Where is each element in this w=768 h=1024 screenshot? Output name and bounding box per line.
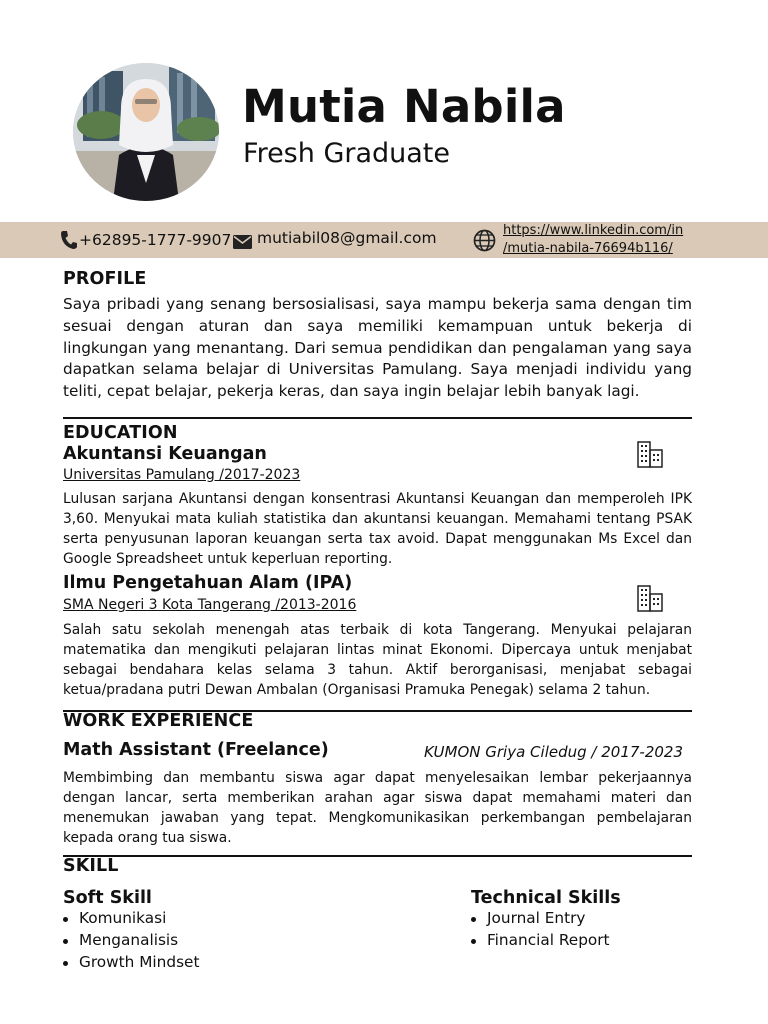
list-item: Journal Entry [471, 907, 610, 929]
linkedin-link-line2[interactable]: /mutia-nabila-76694b116/ [503, 241, 673, 256]
profile-photo [73, 63, 219, 201]
email-address[interactable]: mutiabil08@gmail.com [257, 229, 437, 247]
education-2-description: Salah satu sekolah menengah atas terbaik di kota Tangerang. Menyukai pelajaran matematika dan mengikuti pelajaran lintas minat Ekonomi. Dipercaya untuk menjabat sebagai bendahara kelas selama 3 tahun. Aktif berorganisasi, menjabat sebagai ketua/pradana putri Dewan Ambalan (Organisasi Pramuka Penegak) selama 2 tahun. [63, 622, 692, 698]
list-item: Financial Report [471, 929, 610, 951]
profile-summary: Saya pribadi yang senang bersosialisasi, saya mampu bekerja sama dengan tim sesuai dengan aturan dan saya memiliki kemampuan untuk bekerja di lingkungan yang menantang. Dari semua pendidikan dan pengalaman yang saya dapatkan selama belajar di Universitas Pamulang. Saya menjadi individu yang teliti, cepat belajar, pekerja keras, dan saya ingin belajar lebih banyak lagi. [63, 295, 692, 401]
list-item: Growth Mindset [63, 951, 199, 973]
candidate-role: Fresh Graduate [243, 138, 451, 169]
phone-icon [60, 230, 78, 254]
education-1-description: Lulusan sarjana Akuntansi dengan konsentrasi Akuntansi Keuangan dan memperoleh IPK 3,60. Menyukai mata kuliah statistika dan akuntansi keuangan. Memahami tentang PSAK serta penyusunan laporan keuangan serta tax avoid. Dapat menggunakan Ms Excel dan Google Spreadsheet untuk keperluan reporting. [63, 491, 692, 567]
education-2-title: Ilmu Pengetahuan Alam (IPA) [63, 573, 353, 593]
work-description: Membimbing dan membantu siswa agar dapat menyelesaikan lembar pekerjaannya dengan lancar, serta memberikan arahan agar siswa dapat memahami materi dan menemukan jawaban yang tepat. Mengkomunikasikan perkembangan pembelajaran kepada orang tua siswa. [63, 770, 692, 846]
profile-heading: PROFILE [63, 269, 147, 289]
building-icon [636, 585, 664, 613]
technical-skill-heading: Technical Skills [471, 888, 621, 908]
work-place: KUMON Griya Ciledug / 2017-2023 [423, 743, 683, 761]
technical-skill-list [471, 907, 610, 951]
globe-icon [473, 229, 496, 256]
mail-icon [233, 234, 252, 253]
list-item: Komunikasi [63, 907, 199, 929]
education-2-school: SMA Negeri 3 Kota Tangerang /2013-2016 [63, 597, 357, 613]
divider [63, 417, 692, 419]
profile-photo-image [73, 63, 219, 201]
contact-band [0, 222, 768, 258]
linkedin-link-line1[interactable]: https://www.linkedin.com/in [503, 223, 684, 238]
education-1-title: Akuntansi Keuangan [63, 444, 267, 464]
work-heading: WORK EXPERIENCE [63, 711, 254, 731]
soft-skill-heading: Soft Skill [63, 888, 152, 908]
list-item: Menganalisis [63, 929, 199, 951]
skill-heading: SKILL [63, 856, 119, 876]
work-role: Math Assistant (Freelance) [63, 740, 329, 760]
building-icon [636, 441, 664, 469]
soft-skill-list [63, 907, 199, 973]
education-heading: EDUCATION [63, 423, 178, 443]
phone-number[interactable]: +62895-1777-9907 [79, 231, 232, 249]
education-1-school: Universitas Pamulang /2017-2023 [63, 467, 301, 483]
candidate-name: Mutia Nabila [242, 80, 566, 133]
divider [63, 855, 692, 857]
